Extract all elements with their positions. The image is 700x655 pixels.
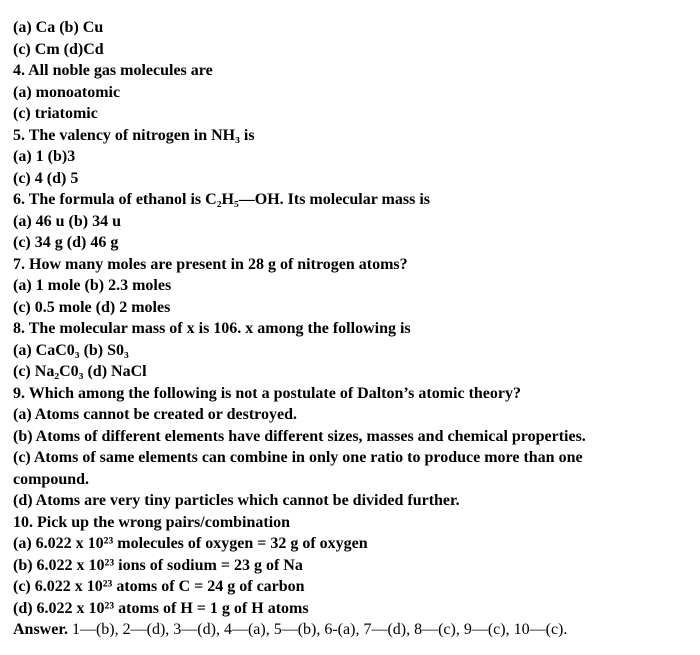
question-8: 8. The molecular mass of x is 106. x among the following is <box>13 320 411 337</box>
option-line-q10-b: (b) 6.022 x 10²³ ions of sodium = 23 g of Na <box>13 556 303 574</box>
answer-key <box>13 619 697 641</box>
option-line-q9-d: (d) Atoms are very tiny particles which cannot be divided further. <box>13 492 460 509</box>
option-line-q4-a: (a) monoatomic <box>13 83 121 101</box>
option-line-q5-cd: (c) 4 (d) 5 <box>13 169 79 187</box>
option-line-q9-a: (a) Atoms cannot be created or destroyed. <box>13 406 297 423</box>
option-line-q10-c: (c) 6.022 x 10²³ atoms of C = 24 g of carbon <box>13 578 305 595</box>
option-line-q9-c: (c) Atoms of same elements can combine in only one ratio to produce more than one <box>13 449 583 466</box>
option-line-q9-b: (b) Atoms of different elements have different sizes, masses and chemical properties. <box>13 427 586 445</box>
question-document <box>13 17 697 641</box>
option-line-q10-d: (d) 6.022 x 10²³ atoms of H = 1 g of H atoms <box>13 599 309 617</box>
answer-text: 1—(b), 2—(d), 3—(d), 4—(a), 5—(b), 6-(a), 7—(d), 8—(c), 9—(c), 10—(c). <box>67 621 568 638</box>
option-line-q7-cd: (c) 0.5 mole (d) 2 moles <box>13 298 171 316</box>
question-9: 9. Which among the following is not a postulate of Dalton’s atomic theory? <box>13 384 521 402</box>
question-6: 6. The formula of ethanol is C₂H₅—OH. Its molecular mass is <box>13 191 431 208</box>
option-line-q3-ab: (a) Ca (b) Cu <box>13 19 104 36</box>
option-line-q6-ab: (a) 46 u (b) 34 u <box>13 212 122 230</box>
question-5: 5. The valency of nitrogen in NH₃ is <box>13 126 255 144</box>
option-line-q10-a: (a) 6.022 x 10²³ molecules of oxygen = 32 g of oxygen <box>13 535 368 552</box>
option-line-q8-cd: (c) Na₂C0₃ (d) NaCl <box>13 363 147 380</box>
option-line-q3-cd: (c) Cm (d)Cd <box>13 40 104 58</box>
answer-label: Answer. <box>13 621 68 638</box>
question-7: 7. How many moles are present in 28 g of nitrogen atoms? <box>13 255 408 273</box>
option-line-q5-ab: (a) 1 (b)3 <box>13 148 76 165</box>
question-4: 4. All noble gas molecules are <box>13 62 213 79</box>
option-line-q7-ab: (a) 1 mole (b) 2.3 moles <box>13 277 172 294</box>
option-line-q4-c: (c) triatomic <box>13 105 98 122</box>
option-line-q9-c-cont: compound. <box>13 470 90 488</box>
option-line-q6-cd: (c) 34 g (d) 46 g <box>13 234 119 251</box>
option-line-q8-ab: (a) CaC0₃ (b) S0₃ <box>13 341 129 359</box>
question-10: 10. Pick up the wrong pairs/combination <box>13 513 291 531</box>
